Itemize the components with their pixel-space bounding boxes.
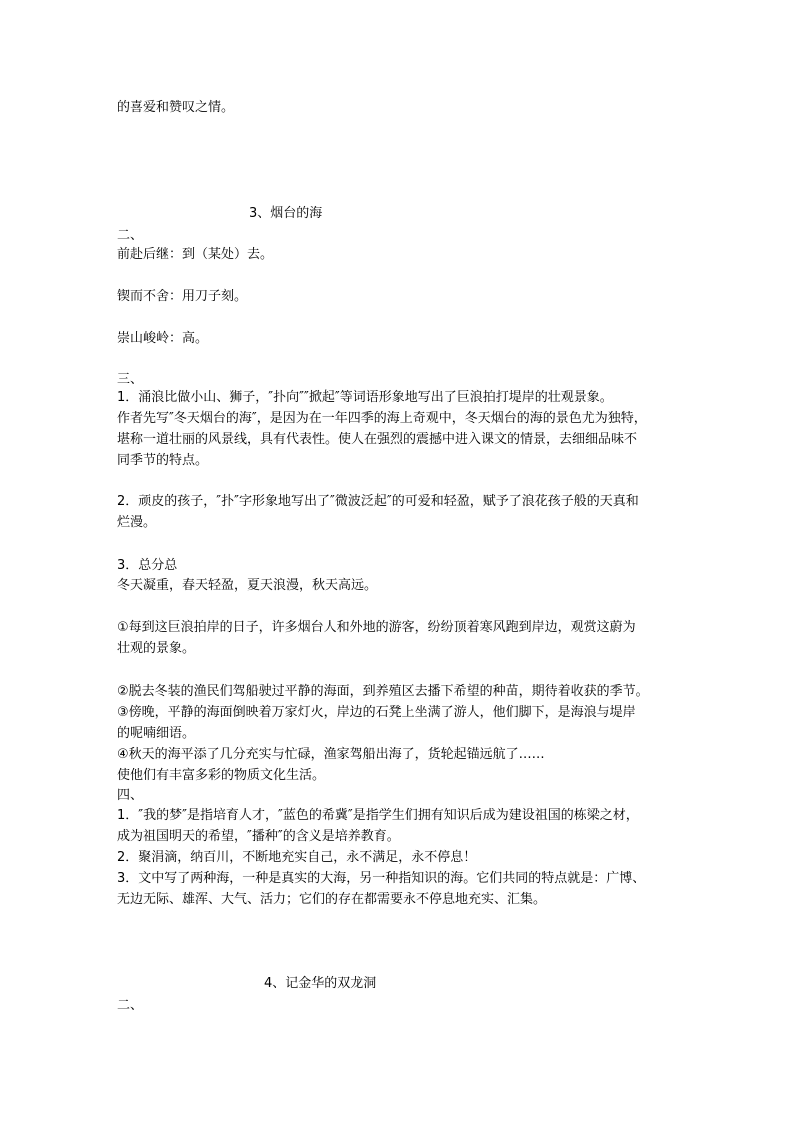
answer-heading: 3．总分总 xyxy=(117,558,178,573)
answer-line: ①每到这巨浪拍岸的日子，许多烟台人和外地的游客，纷纷顶着寒风跑到岸边，观赏这蔚为 xyxy=(117,620,636,635)
answer-line: ②脱去冬装的渔民们驾船驶过平静的海面，到养殖区去播下希望的种苗，期待着收获的季节。 xyxy=(117,684,649,699)
top-fragment: 的喜爱和赞叹之情。 xyxy=(117,100,235,115)
answer-line: 无边无际、雄浑、大气、活力；它们的存在都需要永不停息地充实、汇集。 xyxy=(117,892,547,907)
answer-line: 同季节的特点。 xyxy=(117,453,209,468)
section3-part4-heading: 四、 xyxy=(117,788,144,803)
vocab-item: 崇山峻岭：高。 xyxy=(117,331,209,346)
answer-line: 3．文中写了两种海，一种是真实的大海，另一种指知识的海。它们共同的特点就是：广博、 xyxy=(117,871,646,886)
section3-part2-heading: 二、 xyxy=(117,228,144,243)
section3-title: 3、烟台的海 xyxy=(249,206,323,221)
answer-line: ③傍晚，平静的海面倒映着万家灯火，岸边的石凳上坐满了游人，他们脚下，是海浪与堤岸 xyxy=(117,705,636,720)
vocab-item: 前赴后继：到（某处）去。 xyxy=(117,247,274,262)
vocab-item: 锲而不舍：用刀子刻。 xyxy=(117,289,248,304)
answer-line: 1．涌浪比做小山、狮子，″扑向″″掀起″等词语形象地写出了巨浪拍打堤岸的壮观景象。 xyxy=(117,390,613,405)
answer-line: 1．″我的梦″是指培育人才，″蓝色的希冀″是指学生们拥有知识后成为建设祖国的栋梁之材， xyxy=(117,808,639,823)
answer-line: 堪称一道壮丽的风景线，具有代表性。使人在强烈的震撼中进入课文的情景，去细细品味不 xyxy=(117,432,638,447)
answer-line: 2．顽皮的孩子，″扑″字形象地写出了″微波泛起″的可爱和轻盈，赋予了浪花孩子般的天真和 xyxy=(117,494,639,509)
section4-part2-heading: 二、 xyxy=(117,998,144,1013)
answer-line: ④秋天的海平添了几分充实与忙碌，渔家驾船出海了，货轮起锚远航了…… xyxy=(117,747,545,762)
answer-line: 壮观的景象。 xyxy=(117,641,196,656)
answer-line: 的呢喃细语。 xyxy=(117,726,196,741)
section3-part3-heading: 三、 xyxy=(117,372,144,387)
answer-line: 使他们有丰富多彩的物质文化生活。 xyxy=(117,768,326,783)
answer-line: 冬天凝重，春天轻盈，夏天浪漫，秋天高远。 xyxy=(117,578,378,593)
answer-line: 烂漫。 xyxy=(117,515,157,530)
answer-line: 成为祖国明天的希望，″播种″的含义是培养教育。 xyxy=(117,829,400,844)
section4-title: 4、记金华的双龙洞 xyxy=(264,976,377,991)
answer-line: 2．聚涓滴，纳百川，不断地充实自己，永不满足，永不停息！ xyxy=(117,850,477,865)
answer-line: 作者先写″冬天烟台的海″，是因为在一年四季的海上奇观中，冬天烟台的海的景色尤为独特， xyxy=(117,411,647,426)
